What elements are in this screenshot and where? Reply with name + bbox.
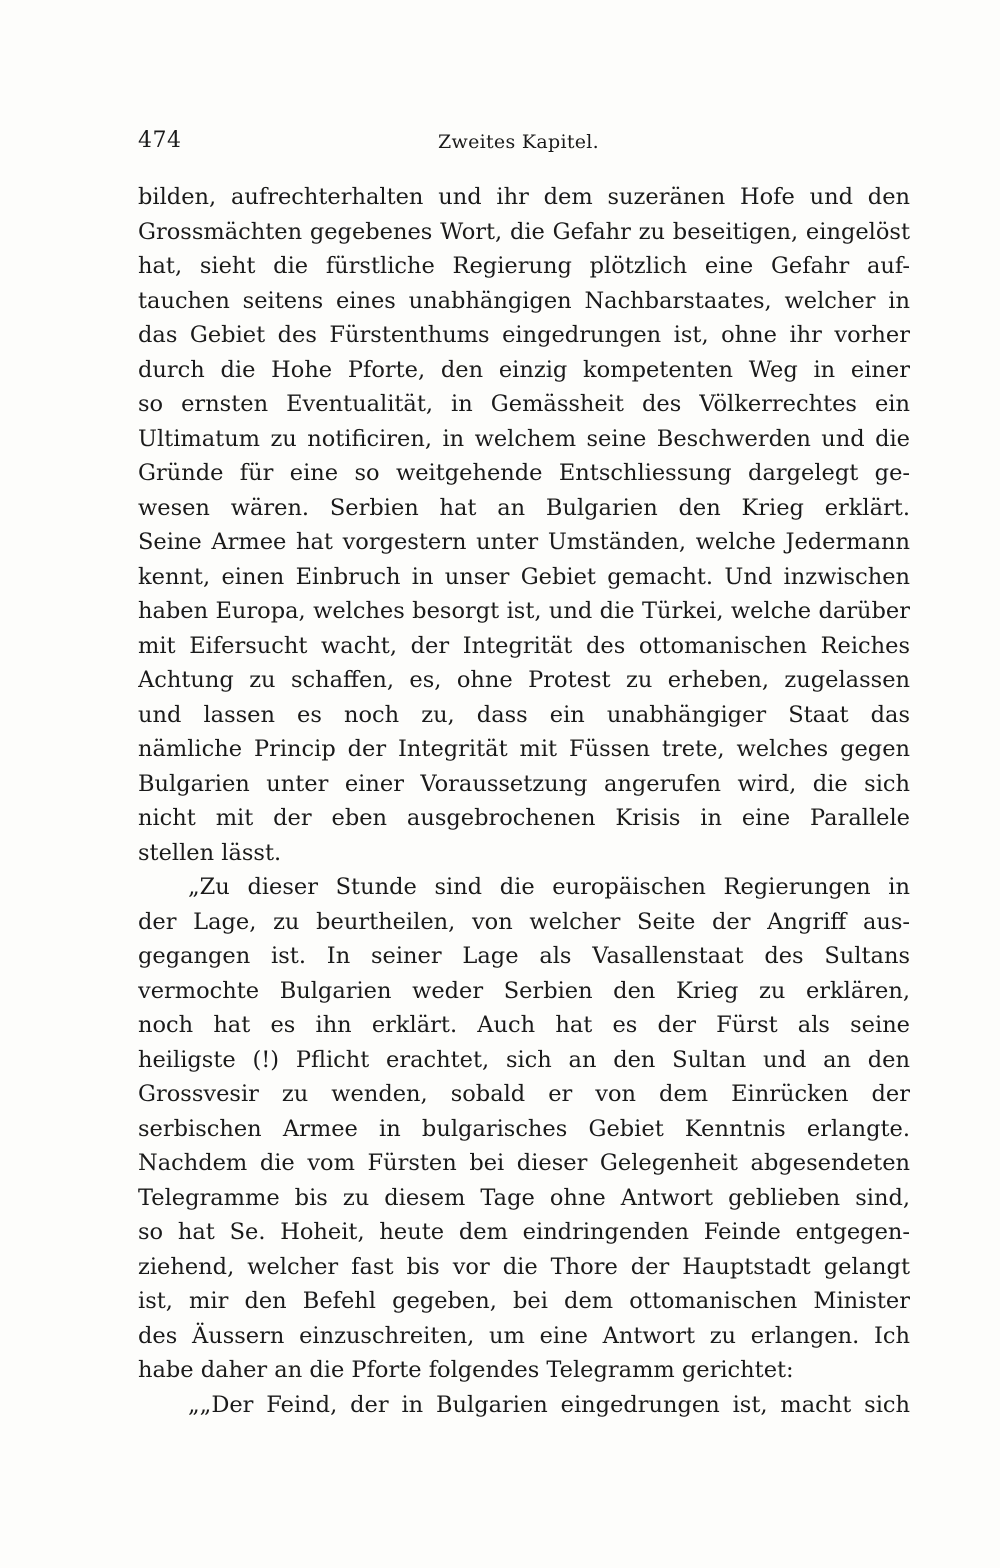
running-head: Zweites Kapitel. xyxy=(438,131,600,153)
text-line: Gründe für eine so weitgehende Entschliessung dargelegt ge- xyxy=(138,460,910,486)
text-line: und lassen es noch zu, dass ein unabhängiger Staat das xyxy=(138,701,910,728)
text-line: kennt, einen Einbruch in unser Gebiet gemacht. Und inzwischen xyxy=(138,563,910,590)
text-line: Grossvesir zu wenden, sobald er von dem Einrücken der xyxy=(138,1081,910,1107)
text-line: der Lage, zu beurtheilen, von welcher Seite der Angriff aus- xyxy=(138,908,910,935)
text-line: bilden, aufrechterhalten und ihr dem suzeränen Hofe und den xyxy=(138,184,910,210)
text-line: des Äussern einzuschreiten, um eine Antwort zu erlangen. Ich xyxy=(138,1322,910,1349)
text-line: mit Eifersucht wacht, der Integrität des ottomanischen Reiches xyxy=(138,632,910,659)
text-line: Ultimatum zu notificiren, in welchem seine Beschwerden und die xyxy=(138,425,910,452)
text-line: Achtung zu schaffen, es, ohne Protest zu erheben, zugelassen xyxy=(138,667,910,693)
text-line: so hat Se. Hoheit, heute dem eindringenden Feinde entgegen- xyxy=(138,1219,910,1245)
text-line: Nachdem die vom Fürsten bei dieser Gelegenheit abgesendeten xyxy=(138,1150,910,1176)
text-line: Bulgarien unter einer Voraussetzung angerufen wird, die sich xyxy=(138,770,910,797)
text-line: Telegramme bis zu diesem Tage ohne Antwort geblieben sind, xyxy=(138,1184,910,1211)
text-line: habe daher an die Pforte folgendes Telegramm gerichtet: xyxy=(138,1357,794,1383)
page-number: 474 xyxy=(138,128,182,153)
text-line: das Gebiet des Fürstenthums eingedrungen ist, ohne ihr vorher xyxy=(138,322,910,348)
text-line: nicht mit der eben ausgebrochenen Krisis in eine Parallele xyxy=(138,805,910,831)
text-line: Grossmächten gegebenes Wort, die Gefahr zu beseitigen, eingelöst xyxy=(138,218,910,245)
text-line: stellen lässt. xyxy=(138,839,282,866)
text-line: nämliche Princip der Integrität mit Füssen trete, welches gegen xyxy=(138,736,910,762)
text-line: durch die Hohe Pforte, den einzig kompetenten Weg in einer xyxy=(138,356,910,383)
text-line: noch hat es ihn erklärt. Auch hat es der Fürst als seine xyxy=(138,1012,910,1038)
text-line: ziehend, welcher fast bis vor die Thore der Hauptstadt gelangt xyxy=(138,1253,910,1280)
text-line: „„Der Feind, der in Bulgarien eingedrungen ist, macht sich xyxy=(188,1391,910,1418)
text-line: so ernsten Eventualität, in Gemässheit des Völkerrechtes ein xyxy=(138,391,910,417)
page-header xyxy=(138,128,910,160)
text-line: heiligste (!) Pflicht erachtet, sich an den Sultan und an den xyxy=(138,1046,910,1073)
text-line: hat, sieht die fürstliche Regierung plötzlich eine Gefahr auf- xyxy=(138,253,910,279)
text-line: tauchen seitens eines unabhängigen Nachbarstaates, welcher in xyxy=(138,287,910,314)
text-line: vermochte Bulgarien weder Serbien den Krieg zu erklären, xyxy=(138,977,910,1004)
text-line: Seine Armee hat vorgestern unter Umständen, welche Jedermann xyxy=(138,529,910,555)
text-line: haben Europa, welches besorgt ist, und die Türkei, welche darüber xyxy=(138,598,910,624)
body-text xyxy=(138,180,910,1422)
text-line: „Zu dieser Stunde sind die europäischen Regierungen in xyxy=(188,874,910,900)
text-line: wesen wären. Serbien hat an Bulgarien den Krieg erklärt. xyxy=(138,494,910,521)
text-line: gegangen ist. In seiner Lage als Vasallenstaat des Sultans xyxy=(138,943,910,969)
text-line: ist, mir den Befehl gegeben, bei dem ottomanischen Minister xyxy=(138,1288,910,1314)
text-line: serbischen Armee in bulgarisches Gebiet Kenntnis erlangte. xyxy=(138,1115,910,1142)
